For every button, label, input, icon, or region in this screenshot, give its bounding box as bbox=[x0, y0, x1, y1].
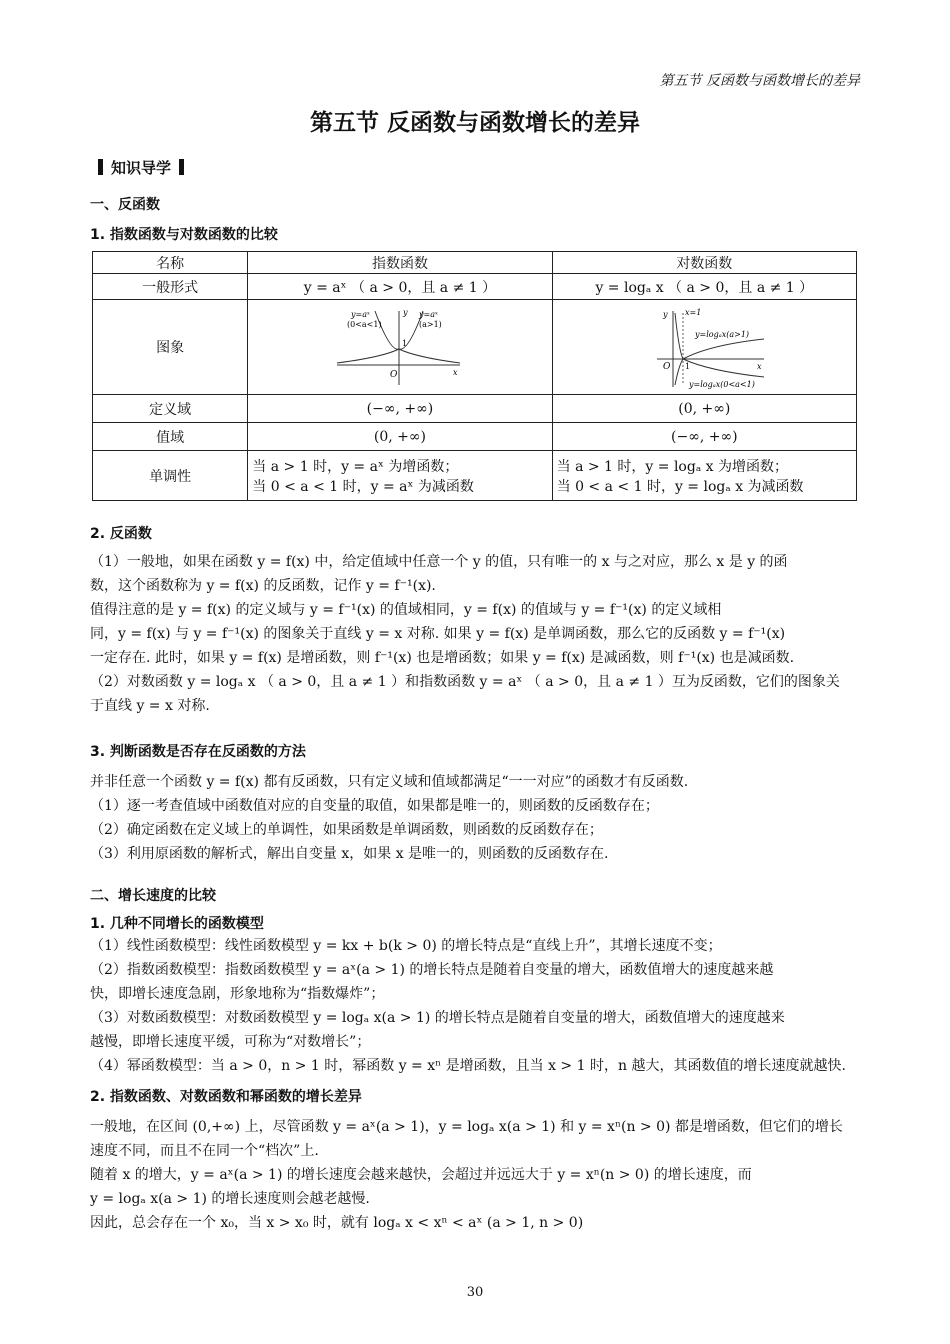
table-header-cell: 名称 bbox=[93, 252, 248, 274]
text-line: （1）一般地，如果在函数 y = f(x) 中，给定值域中任意一个 y 的值，只有唯一的 x 与之对应，那么 x 是 y 的函 bbox=[90, 554, 788, 570]
text-line: （2）确定函数在定义域上的单调性，如果函数是单调函数，则函数的反函数存在； bbox=[90, 822, 603, 838]
sub2-heading: 2. 反函数 bbox=[90, 526, 152, 542]
label-decreasing: y=aˣ bbox=[350, 310, 370, 319]
table-cell: (−∞, +∞) bbox=[552, 423, 856, 451]
inverse-paragraph bbox=[90, 550, 860, 718]
label-decreasing-cond: (0<a<1) bbox=[346, 320, 382, 329]
text-line: （1）逐一考查值域中函数值对应的自变量的取值，如果都是唯一的，则函数的反函数存在； bbox=[90, 798, 659, 814]
text-line: 因此，总会存在一个 x₀，当 x > x₀ 时，就有 logₐ x < xⁿ < aˣ (a > 1, n > 0) bbox=[90, 1215, 584, 1231]
monotonic-exp-2: 当 0 < a < 1 时，y = aˣ 为减函数 bbox=[252, 478, 474, 495]
table-cell: (0, +∞) bbox=[552, 395, 856, 423]
judge-paragraph bbox=[90, 770, 860, 866]
sub4-heading: 1. 几种不同增长的函数模型 bbox=[90, 916, 264, 932]
table-row bbox=[93, 423, 857, 451]
comparison-table bbox=[92, 251, 857, 501]
text-line: （4）幂函数模型：当 a > 0，n > 1 时，幂函数 y = xⁿ 是增函数，且当 x > 1 时，n 越大，其函数值的增长速度就越快. bbox=[90, 1058, 846, 1074]
label-origin: O bbox=[663, 362, 671, 372]
exp-increasing-curve bbox=[337, 311, 423, 363]
text-line: 并非任意一个函数 y = f(x) 都有反函数，只有定义域和值域都满足“一一对应”的函数才有反函数. bbox=[90, 774, 689, 790]
label-x: x bbox=[452, 368, 458, 377]
table-cell bbox=[248, 300, 552, 395]
row-label: 值域 bbox=[93, 423, 248, 451]
table-cell: y = logₐ x （ a > 0，且 a ≠ 1 ） bbox=[552, 274, 856, 300]
model-paragraph bbox=[90, 934, 860, 1078]
table-cell bbox=[552, 300, 856, 395]
label-origin: O bbox=[389, 370, 398, 380]
label-y: y bbox=[663, 310, 668, 319]
section-bar-left bbox=[98, 159, 103, 175]
table-header-cell: 对数函数 bbox=[552, 252, 856, 274]
sub5-heading: 2. 指数函数、对数函数和幂函数的增长差异 bbox=[90, 1089, 362, 1105]
text-line: 一定存在. 此时，如果 y = f(x) 是增函数，则 f⁻¹(x) 也是增函数；如果 y = f(x) 是减函数，则 f⁻¹(x) 也是减函数. bbox=[90, 650, 795, 666]
text-line: 随着 x 的增大，y = aˣ(a > 1) 的增长速度会越来越快，会超过并远远大于 y = xⁿ(n > 0) 的增长速度，而 bbox=[90, 1167, 752, 1183]
diff-paragraph bbox=[90, 1115, 860, 1235]
row-label: 定义域 bbox=[93, 395, 248, 423]
monotonic-log-1: 当 a > 1 时，y = logₐ x 为增函数； bbox=[556, 458, 789, 475]
label-log-increasing: y=logₐx(a>1) bbox=[695, 330, 750, 339]
label-log-decreasing: y=logₐx(0<a<1) bbox=[689, 380, 756, 389]
text-line: 同，y = f(x) 与 y = f⁻¹(x) 的图象关于直线 y = x 对称. 如果 y = f(x) 是单调函数，那么它的反函数 y = f⁻¹(x) bbox=[90, 626, 786, 642]
table-cell bbox=[248, 451, 552, 501]
label-y: y bbox=[402, 308, 408, 317]
section-bar-right bbox=[179, 159, 184, 175]
table-row bbox=[93, 300, 857, 395]
label-one: 1 bbox=[401, 339, 408, 348]
table-row bbox=[93, 451, 857, 501]
text-line: （3）利用原函数的解析式，解出自变量 x，如果 x 是唯一的，则函数的反函数存在. bbox=[90, 846, 609, 862]
table-cell: y = aˣ （ a > 0，且 a ≠ 1 ） bbox=[248, 274, 552, 300]
page-number: 30 bbox=[466, 1285, 484, 1300]
sub3-heading: 3. 判断函数是否存在反函数的方法 bbox=[90, 744, 306, 760]
text-line: （2）指数函数模型：指数函数模型 y = aˣ(a > 1) 的增长特点是随着自变量的增大，函数值增大的速度越来越 bbox=[90, 962, 774, 978]
text-line: 值得注意的是 y = f(x) 的定义域与 y = f⁻¹(x) 的值域相同，y = f(x) 的值域与 y = f⁻¹(x) 的定义域相 bbox=[90, 602, 722, 618]
row-label: 图象 bbox=[93, 300, 248, 395]
table-header-row bbox=[93, 252, 857, 274]
monotonic-exp-1: 当 a > 1 时，y = aˣ 为增函数； bbox=[252, 458, 459, 475]
page-title: 第五节 反函数与函数增长的差异 bbox=[309, 110, 640, 136]
running-header: 第五节 反函数与函数增长的差异 bbox=[659, 73, 860, 89]
table-cell: (−∞, +∞) bbox=[248, 395, 552, 423]
text-line: 越慢，即增长速度平缓，可称为“对数增长”； bbox=[90, 1034, 371, 1050]
text-line: 数，这个函数称为 y = f(x) 的反函数，记作 y = f⁻¹(x). bbox=[90, 578, 436, 594]
text-line: 快，即增长速度急剧，形象地称为“指数爆炸”； bbox=[90, 986, 385, 1002]
label-x: x bbox=[757, 362, 762, 371]
table-header-cell: 指数函数 bbox=[248, 252, 552, 274]
row-label: 单调性 bbox=[93, 451, 248, 501]
text-line: （3）对数函数模型：对数函数模型 y = logₐ x(a > 1) 的增长特点是随着自变量的增大，函数值增大的速度越来 bbox=[90, 1010, 785, 1026]
exp-graph bbox=[335, 307, 465, 387]
text-line: （2）对数函数 y = logₐ x （ a > 0，且 a ≠ 1 ）和指数函数 y = aˣ （ a > 0，且 a ≠ 1 ）互为反函数，它们的图象关 bbox=[90, 674, 840, 690]
section-label-text: 知识导学 bbox=[111, 159, 172, 177]
label-increasing: y=aˣ bbox=[418, 310, 438, 319]
sub1-heading: 1. 指数函数与对数函数的比较 bbox=[90, 227, 278, 243]
row-label: 一般形式 bbox=[93, 274, 248, 300]
monotonic-log-2: 当 0 < a < 1 时，y = logₐ x 为减函数 bbox=[556, 478, 804, 495]
part2-heading: 二、增长速度的比较 bbox=[90, 888, 216, 904]
table-row bbox=[93, 274, 857, 300]
exp-decreasing-curve bbox=[375, 311, 460, 363]
text-line: y = logₐ x(a > 1) 的增长速度则会越老越慢. bbox=[90, 1191, 370, 1207]
text-line: （1）线性函数模型：线性函数模型 y = kx + b(k > 0) 的增长特点是“直线上升”，其增长速度不变； bbox=[90, 938, 722, 954]
table-cell bbox=[552, 451, 856, 501]
text-line: 于直线 y = x 对称. bbox=[90, 698, 210, 714]
text-line: 一般地，在区间 (0,+∞) 上，尽管函数 y = aˣ(a > 1)，y = logₐ x(a > 1) 和 y = xⁿ(n > 0) 都是增函数，但它们的增长 bbox=[90, 1119, 843, 1135]
label-increasing-cond: (a>1) bbox=[418, 320, 442, 329]
table-row bbox=[93, 395, 857, 423]
text-line: 速度不同，而且不在同一个“档次”上. bbox=[90, 1143, 319, 1159]
table-cell: (0, +∞) bbox=[248, 423, 552, 451]
part1-heading: 一、反函数 bbox=[90, 197, 160, 213]
label-one: 1 bbox=[685, 362, 691, 371]
section-label bbox=[90, 157, 192, 178]
label-x-eq-1: x=1 bbox=[685, 308, 702, 317]
log-graph bbox=[639, 305, 769, 389]
